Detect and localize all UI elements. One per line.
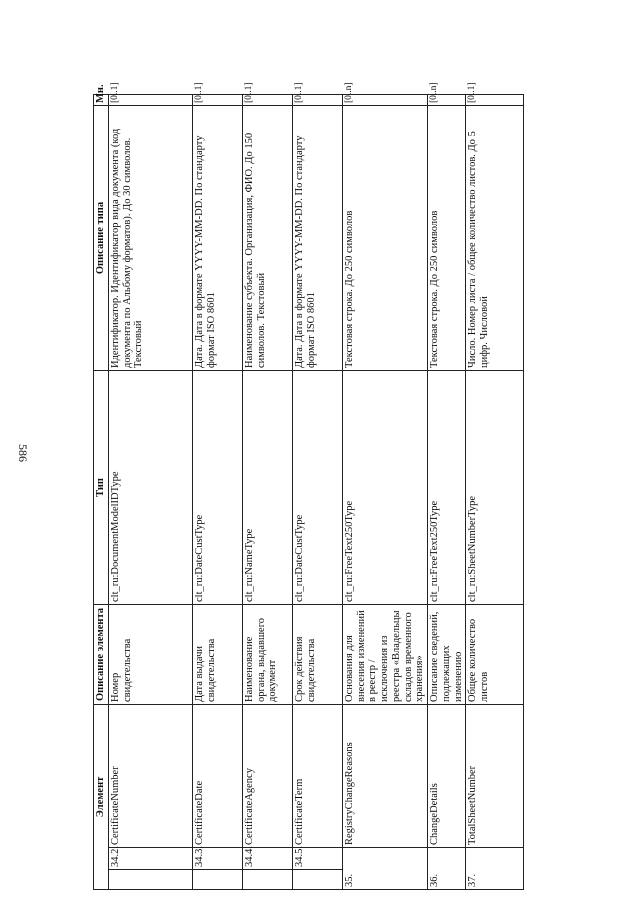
rotated-page — [93, 82, 636, 890]
element-name: RegistryChangeReasons — [342, 705, 427, 848]
table-row — [108, 95, 192, 890]
element-name: CertificateNumber — [108, 705, 192, 848]
row-number: 37. — [466, 848, 524, 890]
type-name: clt_ru:DateCustType — [192, 371, 242, 605]
type-name: clt_ru:FreeText250Type — [342, 371, 427, 605]
row-number-top — [108, 870, 192, 890]
multiplicity: [0..n] — [342, 95, 427, 106]
type-description: Дата. Дата в формате YYYY-MM-DD. По стандарту формат ISO 8601 — [292, 106, 342, 371]
element-name: CertificateTerm — [292, 705, 342, 848]
element-name: CertificateDate — [192, 705, 242, 848]
row-number-top — [242, 870, 292, 890]
element-description: Основания для внесения изменений в реестр / исключения из реестра «Владельцы складов временного хранения» — [342, 605, 427, 705]
multiplicity: [0..1] — [242, 95, 292, 106]
element-table — [93, 82, 524, 890]
element-description: Дата выдачи свидетельства — [192, 605, 242, 705]
row-number: 34.3. — [192, 848, 242, 870]
type-name: clt_ru:SheetNumberType — [466, 371, 524, 605]
table-row — [342, 95, 427, 890]
header-type: Тип — [94, 371, 109, 605]
multiplicity: [0..n] — [428, 95, 466, 106]
type-description: Текстовая строка. До 250 символов — [428, 106, 466, 371]
element-name: ChangeDetails — [428, 705, 466, 848]
multiplicity: [0..1] — [108, 95, 192, 106]
table-row — [192, 95, 242, 890]
type-description: Идентификатор. Идентификатор вида документа (код документа по Альбому форматов). До 30 символов. Текстовый — [108, 106, 192, 371]
type-name: clt_ru:NameType — [242, 371, 292, 605]
header-element: Элемент — [94, 705, 109, 890]
element-description: Срок действия свидетельства — [292, 605, 342, 705]
row-number-top — [192, 870, 242, 890]
multiplicity: [0..1] — [292, 95, 342, 106]
header-element-desc: Описание элемента — [94, 605, 109, 705]
type-description: Число. Номер листа / общее количество листов. До 5 цифр. Числовой — [466, 106, 524, 371]
element-description: Описание сведений, подлежащих изменению — [428, 605, 466, 705]
header-type-desc: Описание типа — [94, 106, 109, 371]
row-number-top — [292, 870, 342, 890]
element-description: Номер свидетельства — [108, 605, 192, 705]
type-name: clt_ru:DateCustType — [292, 371, 342, 605]
table-row — [242, 95, 292, 890]
type-description: Текстовая строка. До 250 символов — [342, 106, 427, 371]
table-row — [292, 95, 342, 890]
row-number: 36. — [428, 848, 466, 890]
header-mn: Мн. — [94, 95, 109, 106]
element-description: Общее количество листов — [466, 605, 524, 705]
multiplicity: [0..1] — [192, 95, 242, 106]
type-description: Дата. Дата в формате YYYY-MM-DD. По стандарту формат ISO 8601 — [192, 106, 242, 371]
row-number: 34.4. — [242, 848, 292, 870]
row-number: 35. — [342, 848, 427, 890]
row-number: 34.2. — [108, 848, 192, 870]
row-number: 34.5. — [292, 848, 342, 870]
table-row — [466, 95, 524, 890]
type-description: Наименование субъекта. Организация, ФИО. До 150 символов. Текстовый — [242, 106, 292, 371]
type-name: clt_ru:FreeText250Type — [428, 371, 466, 605]
element-name: TotalSheetNumber — [466, 705, 524, 848]
table-row — [428, 95, 466, 890]
table-header-row — [94, 95, 109, 890]
type-name: clt_ru:DocumentModelIDType — [108, 371, 192, 605]
element-name: CertificateAgency — [242, 705, 292, 848]
multiplicity: [0..1] — [466, 95, 524, 106]
page-number: 586 — [16, 444, 30, 462]
element-description: Наименование органа, выдавшего документ — [242, 605, 292, 705]
